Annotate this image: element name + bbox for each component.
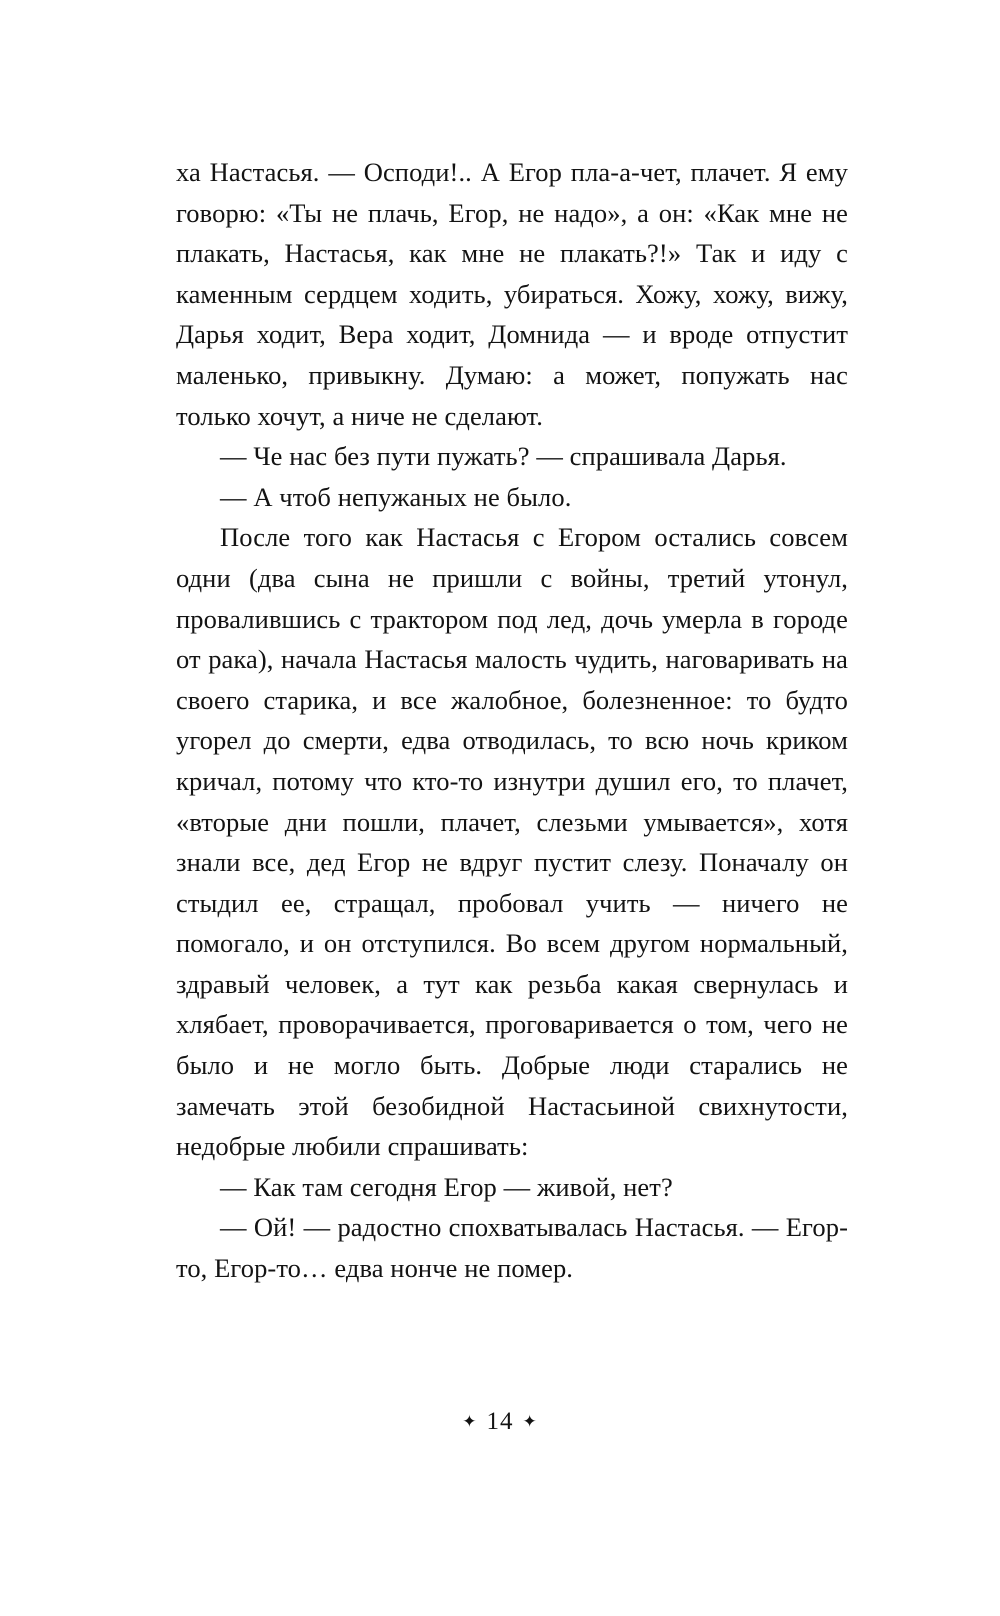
paragraph-5: — Как там сегодня Егор — живой, нет? xyxy=(220,1171,673,1202)
ornament-right-icon: ✦ xyxy=(522,1412,538,1431)
paragraph-1: ха Настасья. — Осподи!.. А Егор пла-а-чет, плачет. Я ему говорю: «Ты не плачь, Егор, не надо», а он: «Как мне не плакать, Настасья, как мне не плакать?!» Так и иду с каменным сердцем ходить, убираться. Хожу, хожу, вижу, Дарья ходит, Вера ходит, Домнида — и вроде отпустит маленько, привыкну. Думаю: а может, попужать нас только хочут, а ниче не сделают. xyxy=(176,157,848,431)
page-text-body xyxy=(176,152,848,1289)
ornament-left-icon: ✦ xyxy=(462,1412,478,1431)
page-footer xyxy=(0,1408,1000,1436)
paragraph-4: После того как Настасья с Егором остались совсем одни (два сына не пришли с войны, третий утонул, провалившись с трактором под лед, дочь умерла в городе от рака), начала Настасья малость чудить, наговаривать на своего старика, и все жалобное, болезненное: то будто угорел до смерти, едва отводилась, то всю ночь криком кричал, потому что кто-то изнутри душил его, то плачет, «вторые дни пошли, плачет, слезьми умывается», хотя знали все, дед Егор не вдруг пустит слезу. Поначалу он стыдил ее, стращал, пробовал учить — ничего не помогало, и он отступился. Во всем другом нормальный, здравый человек, а тут как резьба какая свернулась и хлябает, проворачивается, проговаривается о том, чего не было и не могло быть. Добрые люди старались не замечать этой безобидной Настасьиной свихнутости, недобрые любили спрашивать: xyxy=(176,522,848,1162)
paragraph-3: — А чтоб непужаных не было. xyxy=(220,481,572,512)
paragraph-2: — Че нас без пути пужать? — спрашивала Дарья. xyxy=(220,441,787,472)
paragraph-6: — Ой! — радостно спохватывалась Настасья. — Егор-то, Егор-то… едва нонче не помер. xyxy=(176,1212,848,1284)
page-number: 14 xyxy=(486,1408,514,1435)
